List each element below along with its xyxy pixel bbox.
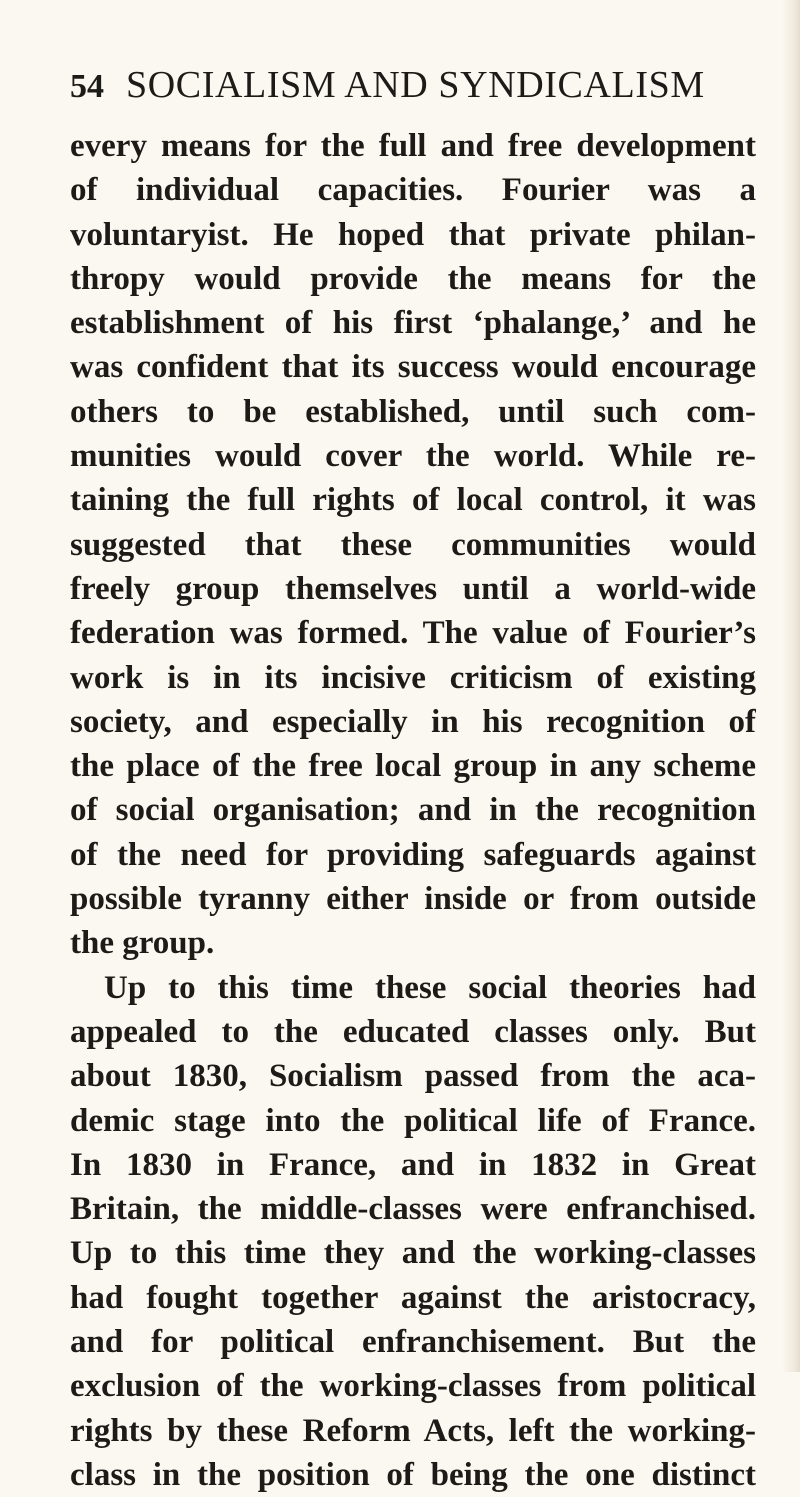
text-line: had fought together against the aristocracy,: [70, 1279, 756, 1316]
text-line: Up to this time they and the working-classes: [70, 1235, 756, 1272]
text-line: of individual capacities. Fourier was a: [70, 172, 756, 209]
text-line: freely group themselves until a world-wide: [70, 570, 756, 607]
running-title: SOCIALISM AND SYNDICALISM: [126, 64, 705, 106]
text-line: the place of the free local group in any scheme: [70, 748, 756, 785]
text-line: exclusion of the working-classes from political: [70, 1368, 756, 1405]
text-line: of social organisation; and in the recognition: [70, 792, 756, 829]
text-line: voluntaryist. He hoped that private philan-: [70, 216, 756, 253]
text-line: work is in its incisive criticism of existing: [70, 659, 756, 696]
text-line: appealed to the educated classes only. But: [70, 1013, 756, 1050]
text-line: Up to this time these social theories had: [104, 969, 756, 1006]
page-edge-shadow: [782, 0, 800, 1372]
text-line: thropy would provide the means for the: [70, 260, 756, 297]
text-line: class in the position of being the one distinct: [70, 1456, 756, 1493]
text-line: and for political enfranchisement. But the: [70, 1324, 756, 1361]
body-text: [70, 124, 756, 1497]
running-head: [70, 60, 750, 110]
text-line: possible tyranny either inside or from outside: [70, 881, 756, 918]
text-line: Britain, the middle-classes were enfranchised.: [70, 1191, 756, 1228]
text-line: suggested that these communities would: [70, 526, 756, 563]
text-line: the group.: [70, 925, 215, 962]
text-line: taining the full rights of local control, it was: [70, 482, 756, 519]
text-line: about 1830, Socialism passed from the aca-: [70, 1058, 756, 1095]
text-line: was confident that its success would encourage: [70, 349, 756, 386]
text-line: federation was formed. The value of Fourier’s: [70, 615, 756, 652]
text-line: In 1830 in France, and in 1832 in Great: [70, 1146, 756, 1183]
text-line: of the need for providing safeguards against: [70, 836, 756, 873]
text-line: establishment of his first ‘phalange,’ and he: [70, 305, 756, 342]
text-line: others to be established, until such com-: [70, 393, 756, 430]
text-line: society, and especially in his recognition of: [70, 703, 756, 740]
text-line: munities would cover the world. While re-: [70, 438, 756, 475]
text-line: demic stage into the political life of France.: [70, 1102, 756, 1139]
text-line: rights by these Reform Acts, left the working-: [70, 1412, 756, 1449]
text-line: every means for the full and free development: [70, 128, 756, 164]
page-number: 54: [70, 68, 104, 105]
